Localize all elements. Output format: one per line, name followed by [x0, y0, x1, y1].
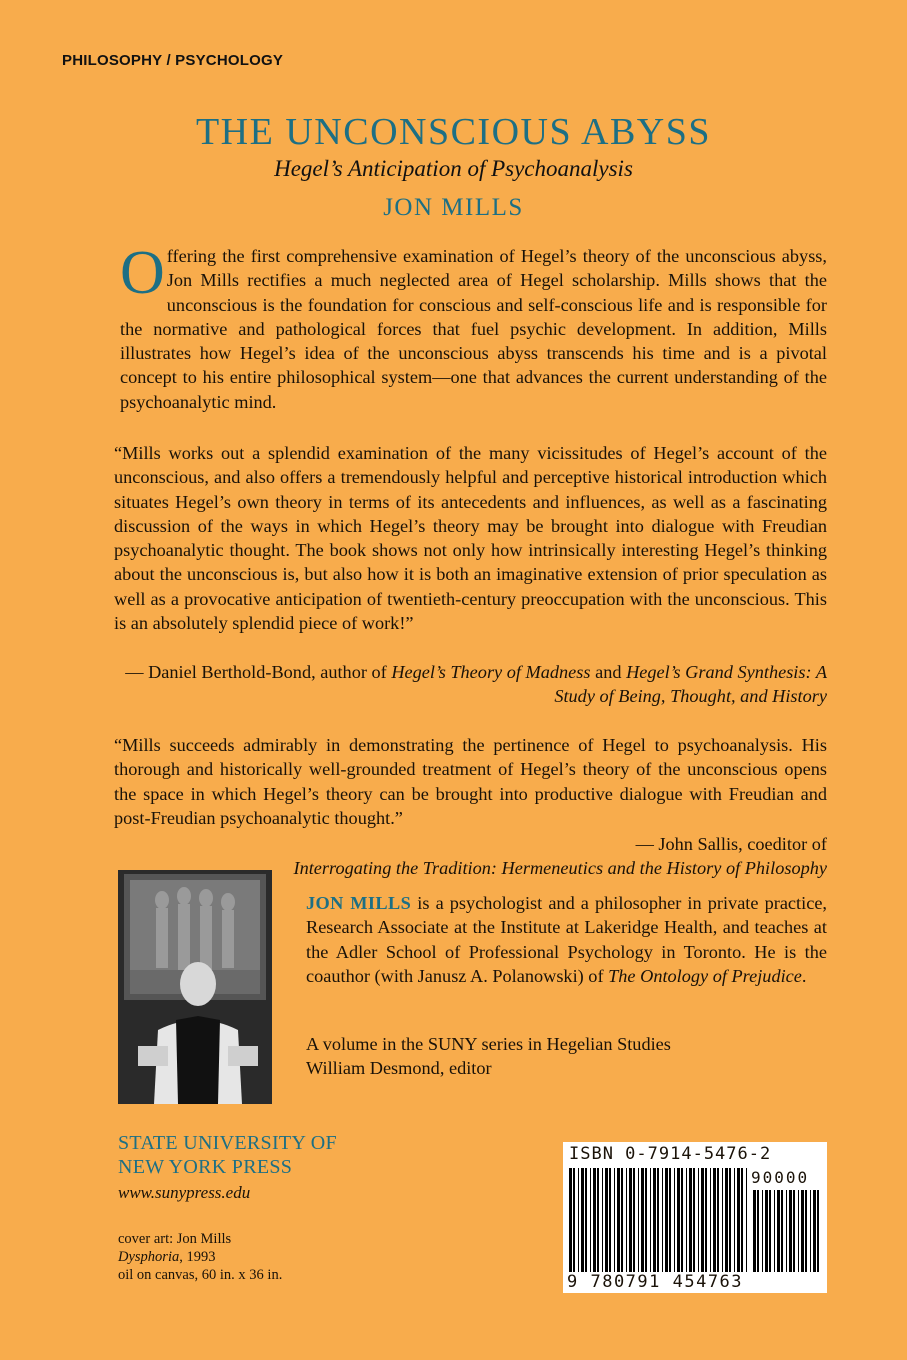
- barcode-bar: [689, 1168, 692, 1272]
- attribution-book-1: Hegel’s Theory of Madness: [391, 662, 591, 682]
- barcode-bar: [746, 1168, 747, 1272]
- barcode-bar: [813, 1190, 816, 1272]
- cover-art-line-3: oil on canvas, 60 in. x 36 in.: [118, 1267, 283, 1283]
- book-author: JON MILLS: [383, 194, 524, 221]
- barcode-bar: [609, 1168, 611, 1272]
- barcode-bar: [798, 1190, 799, 1272]
- series-note: [306, 1032, 827, 1081]
- barcode-bar: [805, 1190, 807, 1272]
- book-subtitle: Hegel’s Anticipation of Psychoanalysis: [274, 156, 633, 181]
- barcode-bar: [590, 1168, 591, 1272]
- barcode-bar: [693, 1168, 695, 1272]
- publisher-url[interactable]: www.sunypress.edu: [118, 1183, 251, 1202]
- barcode-bar: [626, 1168, 627, 1272]
- barcode-bar: [793, 1190, 795, 1272]
- barcode-bar: [602, 1168, 603, 1272]
- barcode-bar: [765, 1190, 768, 1272]
- barcode-bar: [629, 1168, 632, 1272]
- bio-end: .: [801, 965, 807, 986]
- cover-art-line-1: cover art: Jon Mills: [118, 1231, 232, 1247]
- barcode-bar: [686, 1168, 687, 1272]
- price-code: 90000: [751, 1168, 810, 1187]
- cover-art-credit: [118, 1230, 282, 1284]
- attribution-book-2: Hegel’s Grand Synthesis: A Study of Being, Thought, and History: [554, 662, 827, 707]
- cover-art-line-2: [118, 1248, 282, 1266]
- attribution-prefix: — John Sallis, coeditor of: [635, 834, 827, 854]
- publisher-line-2: NEW YORK PRESS: [118, 1156, 293, 1178]
- barcode-bar: [653, 1168, 656, 1272]
- barcode-bar: [781, 1190, 783, 1272]
- barcode-bar: [665, 1168, 668, 1272]
- barcode-bar: [753, 1190, 756, 1272]
- barcode-bar: [698, 1168, 699, 1272]
- barcode-bar: [729, 1168, 731, 1272]
- barcode-bar: [701, 1168, 704, 1272]
- barcode-bar: [617, 1168, 620, 1272]
- barcode-bar: [585, 1168, 587, 1272]
- barcode-bar: [786, 1190, 787, 1272]
- drop-cap: O: [120, 239, 165, 307]
- attribution-prefix: — Daniel Berthold-Bond, author of: [125, 662, 387, 682]
- barcode-bar: [593, 1168, 596, 1272]
- cover-art-title: Dysphoria: [118, 1249, 180, 1265]
- barcode-bar: [810, 1190, 811, 1272]
- bio-text: is a psychologist and a philosopher in private practice, Research Associate at the Institute at Lakeridge Health, and teaches at the Adler School of Professional Psychology in Toronto. He is the coauthor (with Janusz A. Polanowski) of: [306, 893, 828, 986]
- barcode-bar: [769, 1190, 771, 1272]
- barcode-bar: [641, 1168, 644, 1272]
- barcode-bar: [801, 1190, 804, 1272]
- barcode-bar: [705, 1168, 707, 1272]
- barcode-bar: [762, 1190, 763, 1272]
- barcode-bar: [581, 1168, 584, 1272]
- barcode-bar: [614, 1168, 615, 1272]
- publisher-line-1: STATE UNIVERSITY OF: [118, 1132, 337, 1154]
- publisher-name: [118, 1131, 337, 1179]
- barcode-bar: [573, 1168, 575, 1272]
- barcode-bar: [774, 1190, 775, 1272]
- barcode-bar: [674, 1168, 675, 1272]
- barcode-bar: [605, 1168, 608, 1272]
- barcode-bar: [734, 1168, 735, 1272]
- isbn-text: ISBN 0-7914-5476-2: [569, 1144, 772, 1164]
- author-bio: [306, 891, 827, 988]
- barcode-bar: [657, 1168, 659, 1272]
- review-quote-1: “Mills works out a splendid examination of the many vicissitudes of Hegel’s account of the unconscious, and also offers a tremendously helpful and perceptive historical introduction which situates Hegel’s own theory in terms of its antecedents and influences, as well as a fascinating discussion of the ways in which Hegel’s theory may be brought into dialogue with Freudian psychoanalytic thought. The book shows not only how intrinsically interesting Hegel’s thinking about the unconscious is, but also how it is both an imaginative extension of prior speculation as well as a provocative anticipation of twentieth-century preoccupation with the unconscious. This is an absolutely splendid piece of work!”: [114, 443, 827, 634]
- barcode-bar: [597, 1168, 599, 1272]
- series-line-2: William Desmond, editor: [306, 1058, 492, 1079]
- barcode-bar: [669, 1168, 671, 1272]
- attribution-and: and: [595, 662, 622, 682]
- barcode-bar: [569, 1168, 572, 1272]
- ean-digits: 9 780791 454763: [567, 1272, 744, 1292]
- review-attribution-1: [114, 660, 827, 709]
- barcode-bar: [737, 1168, 740, 1272]
- review-quote-2: “Mills succeeds admirably in demonstrating the pertinence of Hegel to psychoanalysis. His thorough and historically well-grounded treatment of Hegel’s theory of the unconscious opens the space in which Hegel’s theory can be brought into productive dialogue with Freudian and post-Freudian psychoanalytic thought.”: [114, 735, 827, 828]
- barcode-bar: [621, 1168, 623, 1272]
- author-photo: [118, 870, 272, 1104]
- barcode-bar: [717, 1168, 719, 1272]
- barcode-bar: [681, 1168, 683, 1272]
- barcode-bar: [713, 1168, 716, 1272]
- bio-author-name: JON MILLS: [306, 893, 412, 913]
- barcode-bar: [789, 1190, 792, 1272]
- bio-book: The Ontology of Prejudice: [608, 965, 802, 986]
- barcode-bar: [757, 1190, 759, 1272]
- barcode-bar: [741, 1168, 743, 1272]
- barcode-bar: [650, 1168, 651, 1272]
- barcode-bar: [725, 1168, 728, 1272]
- addon-barcode: [753, 1190, 821, 1272]
- isbn-barcode-block: [563, 1142, 827, 1293]
- barcode-bar: [645, 1168, 647, 1272]
- barcode-bar: [633, 1168, 635, 1272]
- book-title: THE UNCONSCIOUS ABYSS: [195, 111, 712, 153]
- barcode-bar: [710, 1168, 711, 1272]
- barcode-bar: [677, 1168, 680, 1272]
- barcode-bar: [777, 1190, 780, 1272]
- author-photo-image: [118, 870, 272, 1104]
- category-label: PHILOSOPHY / PSYCHOLOGY: [62, 52, 284, 69]
- barcode-bar: [817, 1190, 819, 1272]
- series-line-1: A volume in the SUNY series in Hegelian Studies: [306, 1034, 671, 1054]
- description-blurb: [120, 239, 827, 414]
- blurb-text: ffering the first comprehensive examination of Hegel’s theory of the unconscious abyss, Jon Mills rectifies a much neglected area of Hegel scholarship. Mills shows that the unconscious is the foundation for conscious and self-conscious life and is responsible for the normative and pathological forces that fuel psychic development. In addition, Mills illustrates how Hegel’s idea of the unconscious abyss transcends his time and is a pivotal concept to his entire philosophical system—one that advances the current understanding of the psychoanalytic mind.: [120, 246, 827, 412]
- main-barcode: [569, 1168, 749, 1272]
- barcode-bar: [662, 1168, 663, 1272]
- attribution-book: Interrogating the Tradition: Hermeneutics and the History of Philosophy: [293, 858, 827, 879]
- cover-art-year: , 1993: [179, 1249, 216, 1265]
- barcode-bar: [722, 1168, 723, 1272]
- barcode-bar: [578, 1168, 579, 1272]
- barcode-bar: [638, 1168, 639, 1272]
